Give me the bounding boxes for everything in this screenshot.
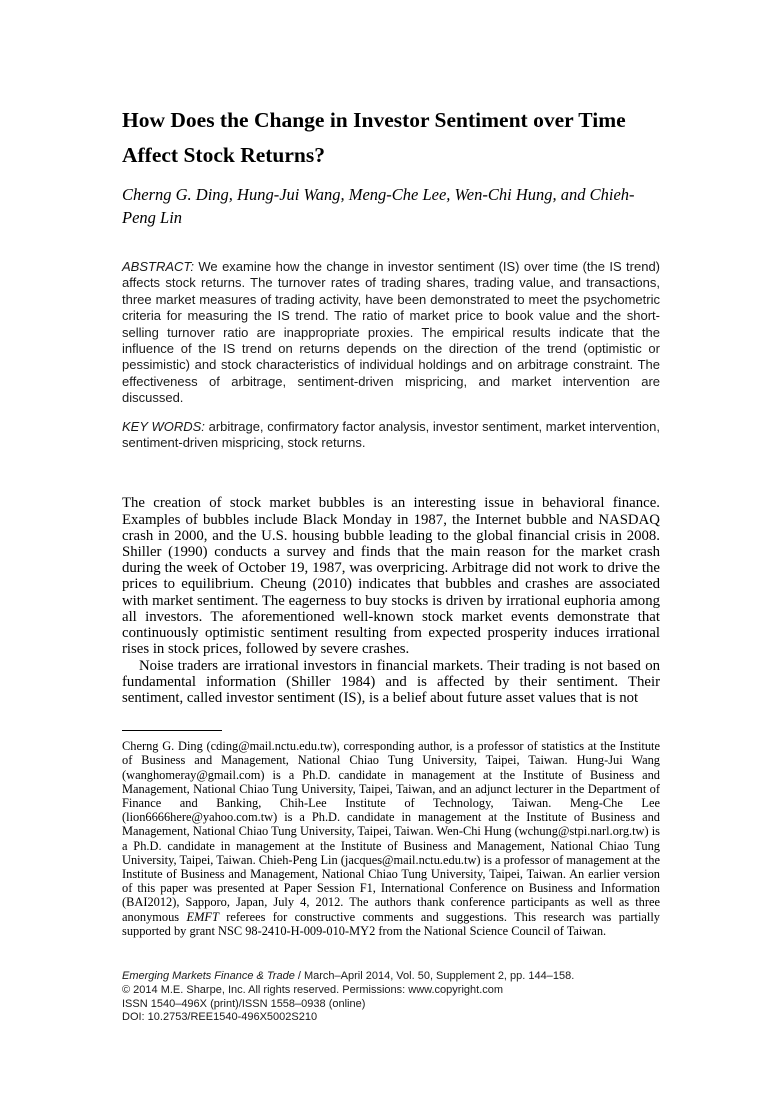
journal-title: Emerging Markets Finance & Trade: [122, 969, 295, 982]
footnote-text-part2: referees for constructive comments and suggestions. This research was partially supported by grant NSC 98-2410-H-009-010-MY2 from the National Science Council of Taiwan.: [122, 909, 660, 938]
journal-info: [122, 970, 660, 1025]
abstract-text: We examine how the change in investor sentiment (IS) over time (the IS trend) affects stock returns. The turnover rates of trading shares, trading value, and transactions, three market measures of trading activity, have been demonstrated to meet the psychometric criteria for measuring the IS trend. The ratio of market price to book value and the short-selling turnover ratio are inappropriate proxies. The empirical results indicate that the influence of the IS trend on returns depends on the direction of the trend (optimistic or pessimistic) and stock characteristics of individual holdings and on arbitrage constraint. The effectiveness of arbitrage, sentiment-driven mispricing, and market intervention are discussed.: [122, 259, 660, 406]
footnote: [122, 739, 660, 938]
journal-info-line-1: [122, 970, 660, 984]
footnote-rule: [122, 730, 222, 731]
body-paragraph-1: The creation of stock market bubbles is an interesting issue in behavioral finance. Examples of bubbles include Black Monday in 1987, the Internet bubble and NASDAQ crash in 2000, and the U.S. housing bubble leading to the global financial crisis in 2008. Shiller (1990) conducts a survey and finds that the main reason for the market crash during the week of October 19, 1987, was overpricing. Arbitrage did not work to drive the prices to equilibrium. Cheung (2010) indicates that bubbles and crashes are associated with market sentiment. The eagerness to buy stocks is driven by irrational euphoria among all investors. The aforementioned well-known stock market events demonstrate that continuously optimistic sentiment resulting from expected prosperity induces irrational rises in stock prices, followed by severe crashes.: [122, 495, 660, 658]
keywords: [122, 419, 660, 452]
keywords-text: arbitrage, confirmatory factor analysis, investor sentiment, market intervention, sentiment-driven mispricing, stock returns.: [122, 418, 660, 451]
journal-issn-line: ISSN 1540–496X (print)/ISSN 1558–0938 (online): [122, 997, 366, 1010]
journal-doi-line: DOI: 10.2753/REE1540-496X5002S210: [122, 1011, 318, 1024]
footnote-emphasis: EMFT: [186, 909, 219, 924]
abstract: [122, 259, 660, 407]
body-paragraph-2: Noise traders are irrational investors in financial markets. Their trading is not based on fundamental information (Shiller 1984) and is affected by their sentiment. Their sentiment, called investor sentiment (IS), is a belief about future asset values that is not: [122, 657, 660, 706]
footnote-text-part1: Cherng G. Ding (cding@mail.nctu.edu.tw), corresponding author, is a professor of statistics at the Institute of Business and Management, National Chiao Tung University, Taipei, Taiwan. Hung-Jui Wang (wanghomeray@gmail.com) is a Ph.D. candidate in management at the Institute of Business and Management, National Chiao Tung University, Taipei, Taiwan, and an adjunct lecturer in the Department of Finance and Banking, Chih-Lee Institute of Technology, Taiwan. Meng-Che Lee (lion6666here@yahoo.com.tw) is a Ph.D. candidate in management at the Institute of Business and Management, National Chiao Tung University, Taipei, Taiwan. Wen-Chi Hung (wchung@stpi.narl.org.tw) is a Ph.D. candidate in management at the Institute of Business and Management, National Chiao Tung University, Taipei, Taiwan. Chieh-Peng Lin (jacques@mail.nctu.edu.tw) is a professor of management at the Institute of Business and Management, National Chiao Tung University, Taipei, Taiwan. An earlier version of this paper was presented at Paper Session F1, International Conference on Business and Information (BAI2012), Sapporo, Japan, July 4, 2012. The authors thank conference participants as well as three anonymous: [122, 739, 660, 924]
paper-authors: Cherng G. Ding, Hung-Jui Wang, Meng-Che Lee, Wen-Chi Hung, and Chieh-Peng Lin: [122, 185, 635, 227]
paper-title: How Does the Change in Investor Sentiment over Time Affect Stock Returns?: [122, 108, 626, 167]
journal-issue-details: / March–April 2014, Vol. 50, Supplement 2, pp. 144–158.: [294, 969, 575, 982]
journal-copyright-line: © 2014 M.E. Sharpe, Inc. All rights reserved. Permissions: www.copyright.com: [122, 983, 504, 996]
body-text: [122, 495, 660, 706]
abstract-label: ABSTRACT:: [122, 259, 194, 274]
keywords-label: KEY WORDS:: [122, 418, 205, 434]
